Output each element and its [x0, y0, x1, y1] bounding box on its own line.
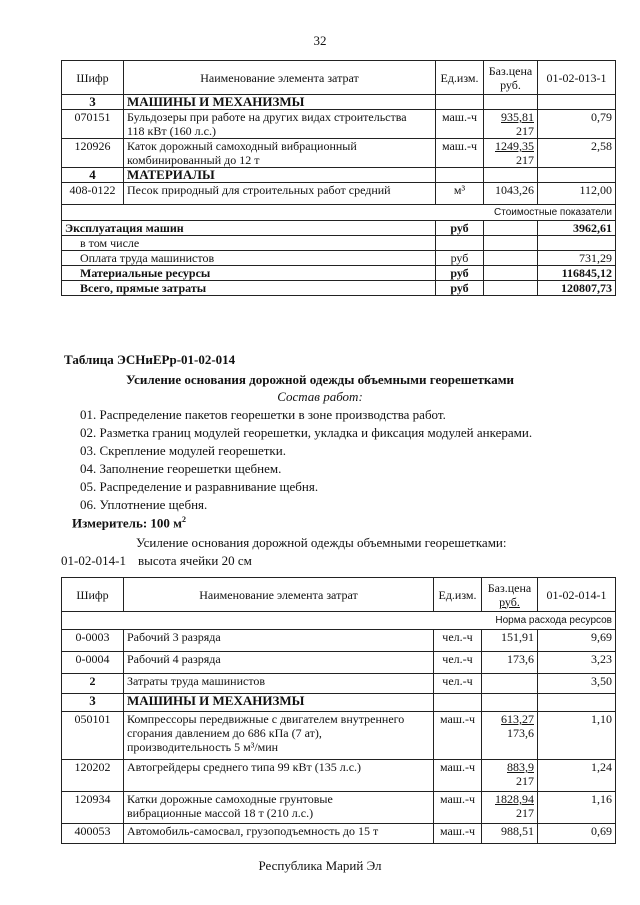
table-header-row: [62, 61, 616, 95]
summary-unit: руб: [436, 281, 484, 296]
summary-value: 731,29: [538, 251, 616, 266]
variant-description: высота ячейки 20 см: [138, 553, 252, 568]
table-row: [62, 760, 616, 792]
resource-code: 120926: [62, 139, 124, 168]
table-row: [62, 824, 616, 844]
summary-row: [62, 251, 616, 266]
work-item: 02. Разметка границ модулей георешетки, укладка и фиксация модулей анкерами.: [80, 425, 533, 440]
summary-value: 120807,73: [538, 281, 616, 296]
table-header-row: [62, 578, 616, 612]
section-title: МАШИНЫ И МЕХАНИЗМЫ: [124, 694, 434, 712]
resource-name: Рабочий 4 разряда: [124, 652, 434, 674]
resource-price: 1249,35 217: [484, 139, 538, 168]
header-code: Шифр: [62, 578, 124, 612]
summary-name: Эксплуатация машин: [62, 221, 436, 236]
resource-value: 0,69: [538, 824, 616, 844]
resource-price: 151,91: [482, 630, 538, 652]
work-item: 06. Уплотнение щебня.: [80, 497, 208, 512]
work-item: 03. Скрепление модулей георешетки.: [80, 443, 286, 458]
summary-value: 116845,12: [538, 266, 616, 281]
cost-indicators-row: [62, 205, 616, 221]
norm-label-row: [62, 612, 616, 630]
table-row: [62, 183, 616, 205]
summary-value: 3962,61: [538, 221, 616, 236]
resource-value: 3,23: [538, 652, 616, 674]
norm-label: Норма расхода ресурсов: [62, 612, 616, 630]
resource-name: Автомобиль-самосвал, грузоподъемность до 15 т: [124, 824, 434, 844]
section-row: [62, 95, 616, 110]
section-number: 3: [62, 694, 124, 712]
resource-name: Компрессоры передвижные с двигателем внутреннего сгорания давлением до 686 кПа (7 ат), производительность 5 м³/мин: [124, 712, 434, 760]
header-name: Наименование элемента затрат: [124, 61, 436, 95]
summary-unit: руб: [436, 251, 484, 266]
resource-value: 1,16: [538, 792, 616, 824]
resource-price: 988,51: [482, 824, 538, 844]
resource-code: 120202: [62, 760, 124, 792]
header-code: Шифр: [62, 61, 124, 95]
page-number: 32: [313, 33, 327, 48]
resource-code: 0-0004: [62, 652, 124, 674]
table-subtitle: Усиление основания дорожной одежды объемными георешетками: [125, 372, 515, 387]
table-row: [62, 110, 616, 139]
section-number: 4: [62, 168, 124, 183]
summary-name: Оплата труда машинистов: [62, 251, 436, 266]
table-row: [62, 139, 616, 168]
resource-value: 2,58: [538, 139, 616, 168]
measure-unit: Измеритель: 100 $м^2$: [72, 515, 187, 531]
section-title: Затраты труда машинистов: [124, 674, 434, 694]
work-item: 04. Заполнение георешетки щебнем.: [80, 461, 282, 476]
resource-value: 0,79: [538, 110, 616, 139]
resource-value: 112,00: [538, 183, 616, 205]
resource-name: Каток дорожный самоходный вибрационный комбинированный до 12 т: [124, 139, 436, 168]
resource-unit: маш.-ч: [434, 712, 482, 760]
resource-price: 935,81 217: [484, 110, 538, 139]
summary-name: Материальные ресурсы: [62, 266, 436, 281]
resource-price: 173,6: [482, 652, 538, 674]
section-row: [62, 168, 616, 183]
resource-name: Бульдозеры при работе на других видах строительства 118 кВт (160 л.с.): [124, 110, 436, 139]
resource-price: 1043,26: [484, 183, 538, 205]
variant-code: 01-02-014-1: [61, 553, 126, 568]
resource-value: 1,24: [538, 760, 616, 792]
header-norm-column: 01-02-014-1: [538, 578, 616, 612]
resource-code: 0-0003: [62, 630, 124, 652]
resource-unit: чел.-ч: [434, 652, 482, 674]
resource-unit: маш.-ч: [434, 824, 482, 844]
summary-name: Всего, прямые затраты: [62, 281, 436, 296]
section-unit: чел.-ч: [434, 674, 482, 694]
section-number: 3: [62, 95, 124, 110]
resource-price: 1828,94 217: [482, 792, 538, 824]
header-unit: Ед.изм.: [436, 61, 484, 95]
resource-name: Рабочий 3 разряда: [124, 630, 434, 652]
page-footer: Республика Марий Эл: [258, 858, 382, 873]
cost-table-01-02-014: [61, 577, 616, 844]
resource-unit: м³: [436, 183, 484, 205]
work-item: 01. Распределение пакетов георешетки в зоне производства работ.: [80, 407, 446, 422]
resource-price: 613,27 173,6: [482, 712, 538, 760]
section-row: [62, 674, 616, 694]
resource-unit: чел.-ч: [434, 630, 482, 652]
resource-unit: маш.-ч: [436, 139, 484, 168]
composition-label: Состав работ:: [277, 389, 363, 404]
section-number: 2: [62, 674, 124, 694]
table-title: Таблица ЭСНиЕРр-01-02-014: [64, 352, 236, 367]
resource-name: Песок природный для строительных работ средний: [124, 183, 436, 205]
table-row: [62, 792, 616, 824]
table-row: [62, 712, 616, 760]
section-row: [62, 694, 616, 712]
summary-name: в том числе: [62, 236, 436, 251]
summary-unit: руб: [436, 266, 484, 281]
section-value: 3,50: [538, 674, 616, 694]
resource-code: 070151: [62, 110, 124, 139]
resource-unit: маш.-ч: [434, 760, 482, 792]
intro-text: Усиление основания дорожной одежды объемными георешетками:: [136, 535, 507, 550]
summary-unit: руб: [436, 221, 484, 236]
resource-unit: маш.-ч: [436, 110, 484, 139]
header-unit: Ед.изм.: [434, 578, 482, 612]
header-price: Баз.цена руб.: [484, 61, 538, 95]
summary-row: [62, 236, 616, 251]
section-title: МАШИНЫ И МЕХАНИЗМЫ: [124, 95, 436, 110]
header-name: Наименование элемента затрат: [124, 578, 434, 612]
work-item: 05. Распределение и разравнивание щебня.: [80, 479, 319, 494]
cost-indicators-label: Стоимостные показатели: [62, 205, 616, 221]
header-price: Баз.цена руб.: [482, 578, 538, 612]
header-norm-column: 01-02-013-1: [538, 61, 616, 95]
summary-row: [62, 266, 616, 281]
resource-code: 400053: [62, 824, 124, 844]
summary-row: [62, 281, 616, 296]
resource-code: 120934: [62, 792, 124, 824]
resource-name: Автогрейдеры среднего типа 99 кВт (135 л.с.): [124, 760, 434, 792]
resource-code: 408-0122: [62, 183, 124, 205]
resource-name: Катки дорожные самоходные грунтовые вибрационные массой 18 т (210 л.с.): [124, 792, 434, 824]
table-row: [62, 630, 616, 652]
resource-code: 050101: [62, 712, 124, 760]
summary-row: [62, 221, 616, 236]
resource-price: 883,9 217: [482, 760, 538, 792]
resource-value: 1,10: [538, 712, 616, 760]
table-row: [62, 652, 616, 674]
resource-unit: маш.-ч: [434, 792, 482, 824]
resource-value: 9,69: [538, 630, 616, 652]
cost-table-01-02-013: [61, 60, 616, 296]
section-title: МАТЕРИАЛЫ: [124, 168, 436, 183]
